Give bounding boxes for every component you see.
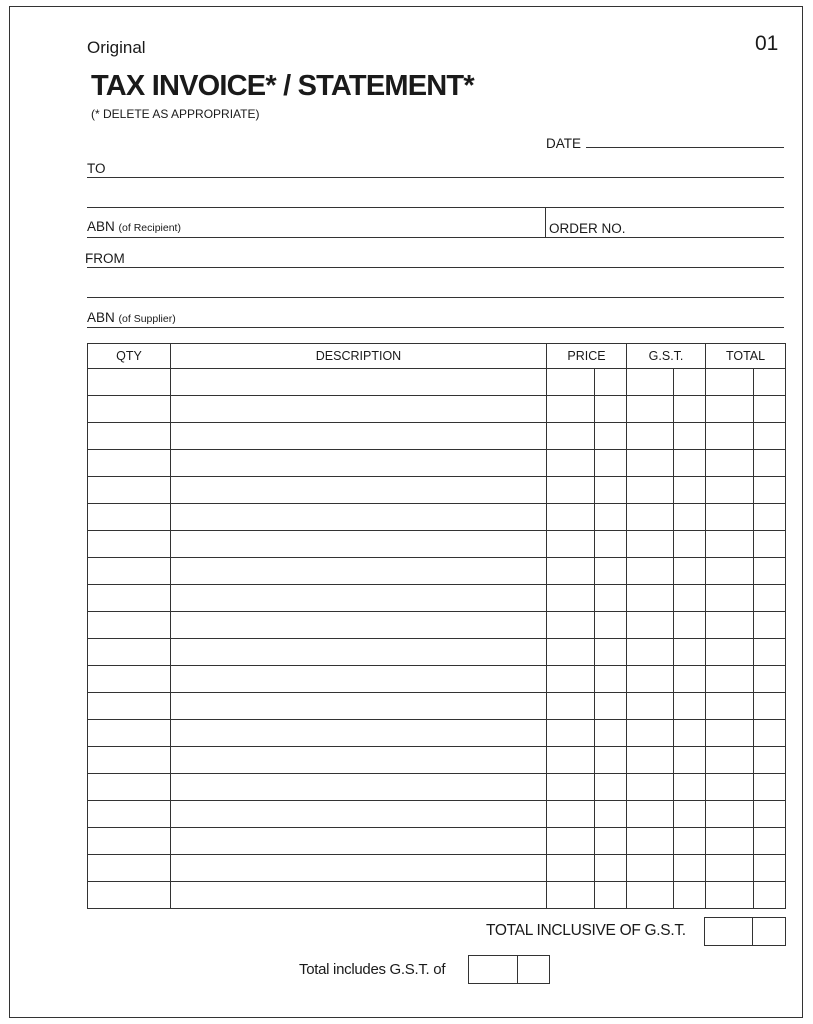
qty-cell[interactable]	[88, 396, 171, 423]
gst-cents-cell[interactable]	[674, 801, 706, 828]
to-label: TO	[87, 161, 106, 176]
total-dollars-cell[interactable]	[706, 639, 754, 666]
qty-cell[interactable]	[88, 666, 171, 693]
gst-dollars-cell[interactable]	[627, 369, 674, 396]
total-dollars-cell[interactable]	[706, 558, 754, 585]
total-cents-cell[interactable]	[754, 369, 786, 396]
description-cell[interactable]	[171, 747, 547, 774]
price-dollars-cell[interactable]	[547, 801, 595, 828]
price-cents-cell[interactable]	[595, 558, 627, 585]
gst-dollars-cell[interactable]	[627, 720, 674, 747]
gst-cents-cell[interactable]	[674, 747, 706, 774]
gst-dollars-cell[interactable]	[627, 423, 674, 450]
to-field-line-1[interactable]	[87, 177, 784, 178]
gst-dollars-cell[interactable]	[627, 828, 674, 855]
gst-dollars-cell[interactable]	[627, 531, 674, 558]
table-row	[88, 612, 786, 639]
price-cents-cell[interactable]	[595, 396, 627, 423]
qty-cell[interactable]	[88, 774, 171, 801]
qty-cell[interactable]	[88, 423, 171, 450]
total-inclusive-box[interactable]	[704, 917, 786, 946]
total-dollars-cell[interactable]	[706, 369, 754, 396]
total-cents-cell[interactable]	[754, 693, 786, 720]
price-cents-cell[interactable]	[595, 720, 627, 747]
price-header: PRICE	[547, 344, 627, 369]
qty-cell[interactable]	[88, 639, 171, 666]
description-cell[interactable]	[171, 882, 547, 909]
description-cell[interactable]	[171, 828, 547, 855]
total-dollars-cell[interactable]	[706, 396, 754, 423]
qty-cell[interactable]	[88, 531, 171, 558]
gst-cents-cell[interactable]	[674, 558, 706, 585]
price-dollars-cell[interactable]	[547, 396, 595, 423]
gst-cents-cell[interactable]	[674, 666, 706, 693]
qty-cell[interactable]	[88, 747, 171, 774]
total-dollars-cell[interactable]	[706, 450, 754, 477]
gst-cents-cell[interactable]	[674, 882, 706, 909]
price-cents-cell[interactable]	[595, 477, 627, 504]
table-row	[88, 639, 786, 666]
total-includes-gst-box-divider	[517, 956, 518, 983]
abn-order-field-line[interactable]	[87, 237, 784, 238]
gst-dollars-cell[interactable]	[627, 693, 674, 720]
description-cell[interactable]	[171, 369, 547, 396]
table-row	[88, 747, 786, 774]
total-cents-cell[interactable]	[754, 639, 786, 666]
price-cents-cell[interactable]	[595, 531, 627, 558]
description-cell[interactable]	[171, 585, 547, 612]
gst-header: G.S.T.	[627, 344, 706, 369]
price-dollars-cell[interactable]	[547, 558, 595, 585]
total-cents-cell[interactable]	[754, 585, 786, 612]
total-cents-cell[interactable]	[754, 612, 786, 639]
description-cell[interactable]	[171, 639, 547, 666]
abn-supplier-field-line[interactable]	[87, 327, 784, 328]
description-cell[interactable]	[171, 666, 547, 693]
price-cents-cell[interactable]	[595, 639, 627, 666]
from-field-line-2[interactable]	[87, 297, 784, 298]
price-cents-cell[interactable]	[595, 801, 627, 828]
total-dollars-cell[interactable]	[706, 585, 754, 612]
total-dollars-cell[interactable]	[706, 801, 754, 828]
total-cents-cell[interactable]	[754, 720, 786, 747]
gst-cents-cell[interactable]	[674, 504, 706, 531]
total-dollars-cell[interactable]	[706, 477, 754, 504]
description-header: DESCRIPTION	[171, 344, 547, 369]
total-dollars-cell[interactable]	[706, 423, 754, 450]
qty-cell[interactable]	[88, 882, 171, 909]
qty-cell[interactable]	[88, 450, 171, 477]
price-dollars-cell[interactable]	[547, 423, 595, 450]
gst-cents-cell[interactable]	[674, 774, 706, 801]
price-dollars-cell[interactable]	[547, 774, 595, 801]
table-row	[88, 882, 786, 909]
total-cents-cell[interactable]	[754, 504, 786, 531]
qty-cell[interactable]	[88, 828, 171, 855]
description-cell[interactable]	[171, 855, 547, 882]
date-label: DATE	[546, 136, 582, 151]
gst-dollars-cell[interactable]	[627, 882, 674, 909]
gst-dollars-cell[interactable]	[627, 855, 674, 882]
total-dollars-cell[interactable]	[706, 693, 754, 720]
price-dollars-cell[interactable]	[547, 450, 595, 477]
total-inclusive-box-divider	[752, 918, 753, 945]
qty-cell[interactable]	[88, 801, 171, 828]
description-cell[interactable]	[171, 801, 547, 828]
from-label: FROM	[85, 251, 125, 266]
gst-dollars-cell[interactable]	[627, 585, 674, 612]
table-row	[88, 828, 786, 855]
description-cell[interactable]	[171, 450, 547, 477]
copy-label: Original	[87, 38, 146, 57]
qty-cell[interactable]	[88, 720, 171, 747]
table-row	[88, 801, 786, 828]
table-row	[88, 585, 786, 612]
price-cents-cell[interactable]	[595, 747, 627, 774]
qty-cell[interactable]	[88, 612, 171, 639]
price-cents-cell[interactable]	[595, 855, 627, 882]
price-dollars-cell[interactable]	[547, 531, 595, 558]
qty-cell[interactable]	[88, 693, 171, 720]
gst-cents-cell[interactable]	[674, 639, 706, 666]
gst-dollars-cell[interactable]	[627, 666, 674, 693]
price-dollars-cell[interactable]	[547, 747, 595, 774]
description-cell[interactable]	[171, 693, 547, 720]
table-row	[88, 369, 786, 396]
total-cents-cell[interactable]	[754, 396, 786, 423]
description-cell[interactable]	[171, 774, 547, 801]
price-dollars-cell[interactable]	[547, 612, 595, 639]
table-row	[88, 558, 786, 585]
total-cents-cell[interactable]	[754, 666, 786, 693]
total-dollars-cell[interactable]	[706, 666, 754, 693]
price-cents-cell[interactable]	[595, 774, 627, 801]
total-dollars-cell[interactable]	[706, 531, 754, 558]
gst-dollars-cell[interactable]	[627, 558, 674, 585]
table-row	[88, 693, 786, 720]
gst-cents-cell[interactable]	[674, 450, 706, 477]
table-row	[88, 504, 786, 531]
price-dollars-cell[interactable]	[547, 693, 595, 720]
from-field-line-1[interactable]	[87, 267, 784, 268]
total-dollars-cell[interactable]	[706, 855, 754, 882]
price-cents-cell[interactable]	[595, 666, 627, 693]
qty-cell[interactable]	[88, 855, 171, 882]
price-cents-cell[interactable]	[595, 450, 627, 477]
price-cents-cell[interactable]	[595, 882, 627, 909]
gst-cents-cell[interactable]	[674, 828, 706, 855]
gst-cents-cell[interactable]	[674, 477, 706, 504]
table-row	[88, 774, 786, 801]
price-dollars-cell[interactable]	[547, 639, 595, 666]
total-cents-cell[interactable]	[754, 423, 786, 450]
to-field-line-2[interactable]	[87, 207, 784, 208]
form-subtitle: (* DELETE AS APPROPRIATE)	[91, 107, 260, 121]
total-cents-cell[interactable]	[754, 882, 786, 909]
total-includes-gst-label: Total includes G.S.T. of	[299, 961, 446, 978]
table-row	[88, 531, 786, 558]
price-cents-cell[interactable]	[595, 828, 627, 855]
gst-dollars-cell[interactable]	[627, 801, 674, 828]
price-dollars-cell[interactable]	[547, 855, 595, 882]
line-items-table	[87, 343, 786, 909]
gst-dollars-cell[interactable]	[627, 774, 674, 801]
form-title: TAX INVOICE* / STATEMENT*	[91, 70, 474, 102]
qty-cell[interactable]	[88, 369, 171, 396]
description-cell[interactable]	[171, 477, 547, 504]
gst-cents-cell[interactable]	[674, 369, 706, 396]
total-cents-cell[interactable]	[754, 855, 786, 882]
qty-cell[interactable]	[88, 585, 171, 612]
table-row	[88, 666, 786, 693]
description-cell[interactable]	[171, 531, 547, 558]
abn-supplier-label: ABN (of Supplier)	[87, 310, 176, 325]
table-row	[88, 477, 786, 504]
qty-header: QTY	[88, 344, 171, 369]
price-dollars-cell[interactable]	[547, 828, 595, 855]
gst-cents-cell[interactable]	[674, 396, 706, 423]
total-cents-cell[interactable]	[754, 828, 786, 855]
total-cents-cell[interactable]	[754, 558, 786, 585]
price-cents-cell[interactable]	[595, 693, 627, 720]
total-cents-cell[interactable]	[754, 450, 786, 477]
total-cents-cell[interactable]	[754, 531, 786, 558]
gst-cents-cell[interactable]	[674, 855, 706, 882]
gst-dollars-cell[interactable]	[627, 477, 674, 504]
gst-cents-cell[interactable]	[674, 720, 706, 747]
total-dollars-cell[interactable]	[706, 828, 754, 855]
description-cell[interactable]	[171, 612, 547, 639]
gst-dollars-cell[interactable]	[627, 396, 674, 423]
total-cents-cell[interactable]	[754, 774, 786, 801]
price-dollars-cell[interactable]	[547, 882, 595, 909]
price-cents-cell[interactable]	[595, 423, 627, 450]
gst-cents-cell[interactable]	[674, 585, 706, 612]
price-dollars-cell[interactable]	[547, 666, 595, 693]
table-header-row	[88, 344, 786, 369]
table-row	[88, 396, 786, 423]
abn-recipient-label: ABN (of Recipient)	[87, 219, 181, 234]
total-dollars-cell[interactable]	[706, 882, 754, 909]
gst-dollars-cell[interactable]	[627, 450, 674, 477]
total-header: TOTAL	[706, 344, 786, 369]
description-cell[interactable]	[171, 720, 547, 747]
description-cell[interactable]	[171, 504, 547, 531]
price-dollars-cell[interactable]	[547, 369, 595, 396]
table-row	[88, 855, 786, 882]
description-cell[interactable]	[171, 396, 547, 423]
total-dollars-cell[interactable]	[706, 747, 754, 774]
abn-recipient-note: (of Recipient)	[118, 222, 181, 234]
total-cents-cell[interactable]	[754, 477, 786, 504]
price-cents-cell[interactable]	[595, 612, 627, 639]
total-dollars-cell[interactable]	[706, 612, 754, 639]
total-cents-cell[interactable]	[754, 747, 786, 774]
description-cell[interactable]	[171, 423, 547, 450]
total-includes-gst-box[interactable]	[468, 955, 550, 984]
total-cents-cell[interactable]	[754, 801, 786, 828]
price-cents-cell[interactable]	[595, 369, 627, 396]
total-inclusive-label: TOTAL INCLUSIVE OF G.S.T.	[486, 922, 686, 939]
gst-cents-cell[interactable]	[674, 531, 706, 558]
price-cents-cell[interactable]	[595, 504, 627, 531]
price-dollars-cell[interactable]	[547, 585, 595, 612]
price-cents-cell[interactable]	[595, 585, 627, 612]
date-field[interactable]	[586, 147, 784, 148]
price-dollars-cell[interactable]	[547, 720, 595, 747]
table-row	[88, 423, 786, 450]
table-row	[88, 720, 786, 747]
qty-cell[interactable]	[88, 504, 171, 531]
total-dollars-cell[interactable]	[706, 504, 754, 531]
total-dollars-cell[interactable]	[706, 774, 754, 801]
gst-dollars-cell[interactable]	[627, 504, 674, 531]
price-dollars-cell[interactable]	[547, 477, 595, 504]
total-dollars-cell[interactable]	[706, 720, 754, 747]
gst-dollars-cell[interactable]	[627, 612, 674, 639]
field-divider	[545, 207, 546, 238]
price-dollars-cell[interactable]	[547, 504, 595, 531]
gst-dollars-cell[interactable]	[627, 639, 674, 666]
qty-cell[interactable]	[88, 558, 171, 585]
gst-cents-cell[interactable]	[674, 693, 706, 720]
description-cell[interactable]	[171, 558, 547, 585]
qty-cell[interactable]	[88, 477, 171, 504]
gst-dollars-cell[interactable]	[627, 747, 674, 774]
order-no-label: ORDER NO.	[549, 221, 626, 236]
gst-cents-cell[interactable]	[674, 423, 706, 450]
gst-cents-cell[interactable]	[674, 612, 706, 639]
form-number: 01	[755, 32, 779, 55]
abn-supplier-note: (of Supplier)	[118, 313, 176, 325]
table-row	[88, 450, 786, 477]
